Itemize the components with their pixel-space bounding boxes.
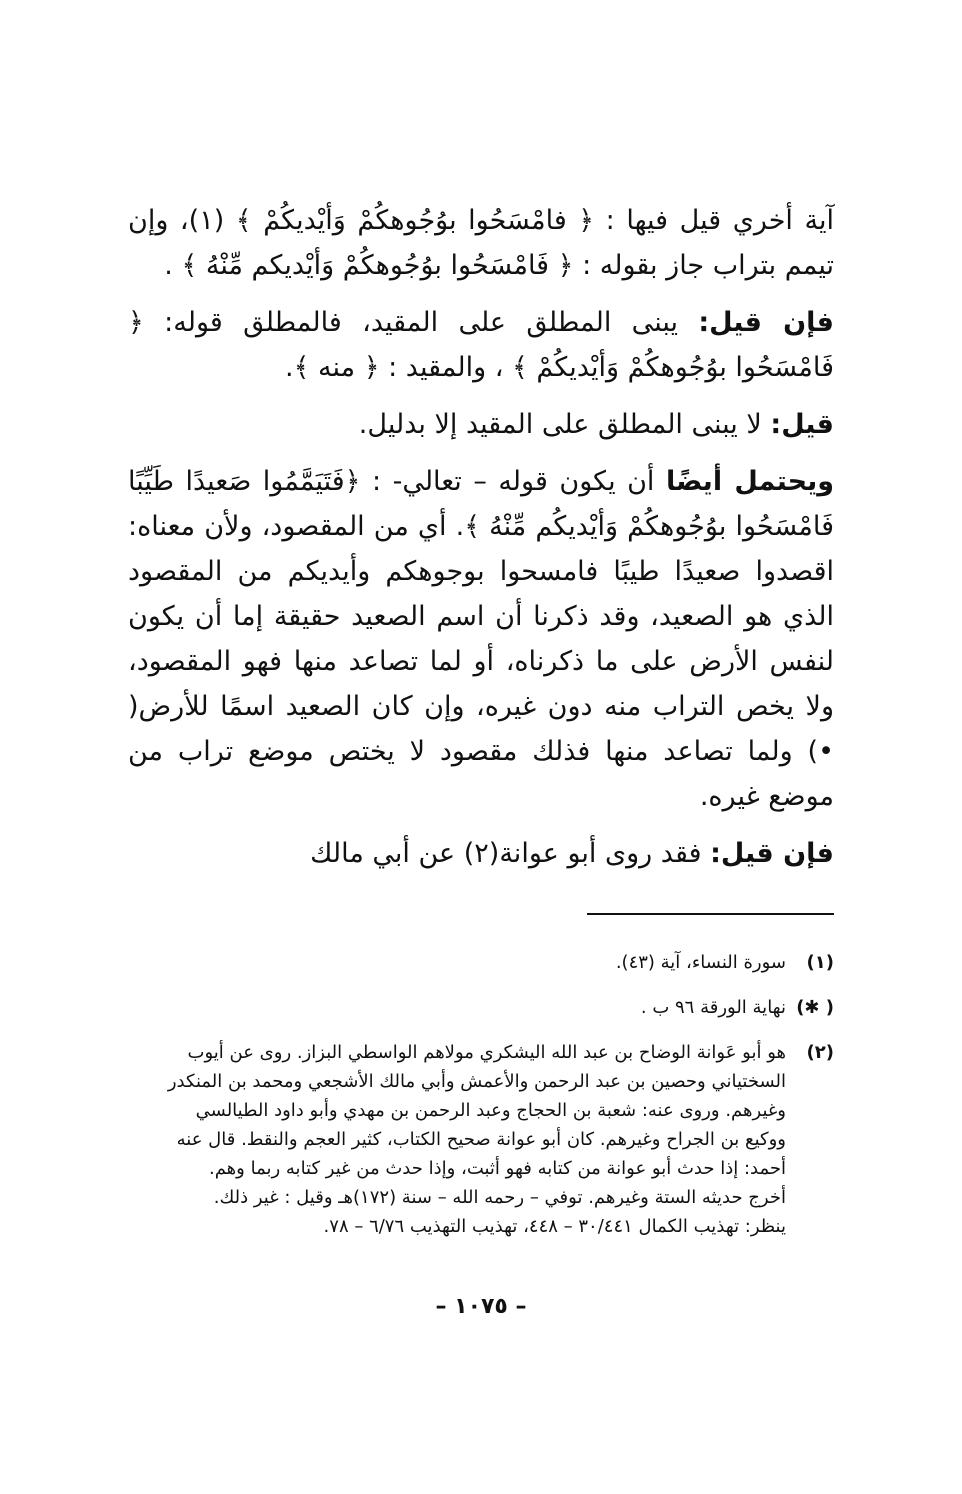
footnote-2-mark: ( ✱) — [796, 997, 834, 1018]
footnote-1-text: سورة النساء، آية (٤٣). — [615, 952, 786, 973]
page-number: – ١٠٧٥ – — [435, 1294, 527, 1319]
footnotes — [128, 948, 834, 1257]
footnote-3-mark: (٢) — [806, 1042, 834, 1063]
paragraph-4-lead: ويحتمل أيضًا — [665, 466, 834, 497]
footnote-2 — [128, 993, 834, 1022]
paragraph-2-text: يبنى المطلق على المقيد، فالمطلق قوله: ﴿ فَامْسَحُوا بوُجُوهكُمْ وَأيْديكُمْ ﴾ ، والمقيد : ﴿ منه ﴾. — [128, 307, 834, 383]
footnote-3-line: ووكيع بن الجراح وغيرهم. كان أبو عوانة صحيح الكتاب، كثير العجم والنقط. قال عنه — [176, 1129, 786, 1150]
paragraph-3 — [128, 402, 834, 447]
footnote-2-text: نهاية الورقة ٩٦ ب . — [640, 997, 786, 1018]
footnote-3-text — [128, 1038, 786, 1241]
paragraph-5-text: فقد روى أبو عوانة(٢) عن أبي مالك — [310, 838, 711, 869]
footnote-1-mark: (١) — [806, 952, 834, 973]
footnote-3-line: أخرج حديثه الستة وغيرهم. توفي – رحمه الله – سنة (١٧٢)هـ وقيل : غير ذلك. — [213, 1187, 786, 1208]
paragraph-4 — [128, 459, 834, 819]
paragraph-2-lead: فإن قيل: — [698, 307, 834, 338]
main-text — [128, 198, 834, 888]
footnote-divider — [587, 913, 834, 915]
paragraph-5-lead: فإن قيل: — [710, 838, 834, 869]
footnote-3-line: أحمد: إذا حدث أبو عوانة من كتابه فهو أثبت، وإذا حدث من غير كتابه ربما وهم. — [208, 1158, 786, 1179]
paragraph-3-lead: قيل: — [770, 409, 834, 440]
footnote-3-line: السختياني وحصين بن عبد الرحمن والأعمش وأبي مالك الأشجعي ومحمد بن المنكدر — [167, 1071, 786, 1092]
footnote-3 — [128, 1038, 834, 1241]
footnote-3-line: ينظر: تهذيب الكمال ٣٠/٤٤١ – ٤٤٨، تهذيب التهذيب ٦/٧٦ – ٧٨. — [323, 1216, 786, 1237]
footnote-3-line: وغيرهم. وروى عنه: شعبة بن الحجاج وعبد الرحمن بن مهدي وأبو داود الطيالسي — [195, 1100, 786, 1121]
paragraph-5 — [128, 831, 834, 876]
paragraph-1-text: آية أخري قيل فيها : ﴿ فامْسَحُوا بوُجُوهكُمْ وَأيْديكُمْ ﴾ (١)، وإن تيمم بتراب جاز بقوله : ﴿ فَامْسَحُوا بوُجُوهكُمْ وَأيْديكم مِّنْهُ ﴾ . — [128, 205, 834, 281]
paragraph-3-text: لا يبنى المطلق على المقيد إلا بدليل. — [358, 409, 771, 440]
paragraph-1 — [128, 198, 834, 288]
footnote-3-line: هو أبو عَوانة الوضاح بن عبد الله اليشكري مولاهم الواسطي البزاز. روى عن أيوب — [187, 1042, 786, 1063]
paragraph-4-text: أن يكون قوله – تعالي- : ﴿فَتَيَمَّمُوا صَعيدًا طَيِّبًا فَامْسَحُوا بوُجُوهكُمْ وَأيْديكُم مِّنْهُ ﴾. أي من المقصود، ولأن معناه: اقصدوا صعيدًا طيبًا فامسحوا بوجوهكم وأيديكم من المقصود الذي هو الصعيد، وقد ذكرنا أن اسم الصعيد حقيقة إما أن يكون لنفس الأرض على ما ذكرناه، أو لما تصاعد منها فهو المقصود، ولا يخص التراب منه دون غيره، وإن كان الصعيد اسمًا للأرض( •) ولما تصاعد منها فذلك مقصود لا يختص موضع تراب من موضع غيره. — [128, 466, 834, 812]
paragraph-2 — [128, 300, 834, 390]
footnote-1 — [128, 948, 834, 977]
